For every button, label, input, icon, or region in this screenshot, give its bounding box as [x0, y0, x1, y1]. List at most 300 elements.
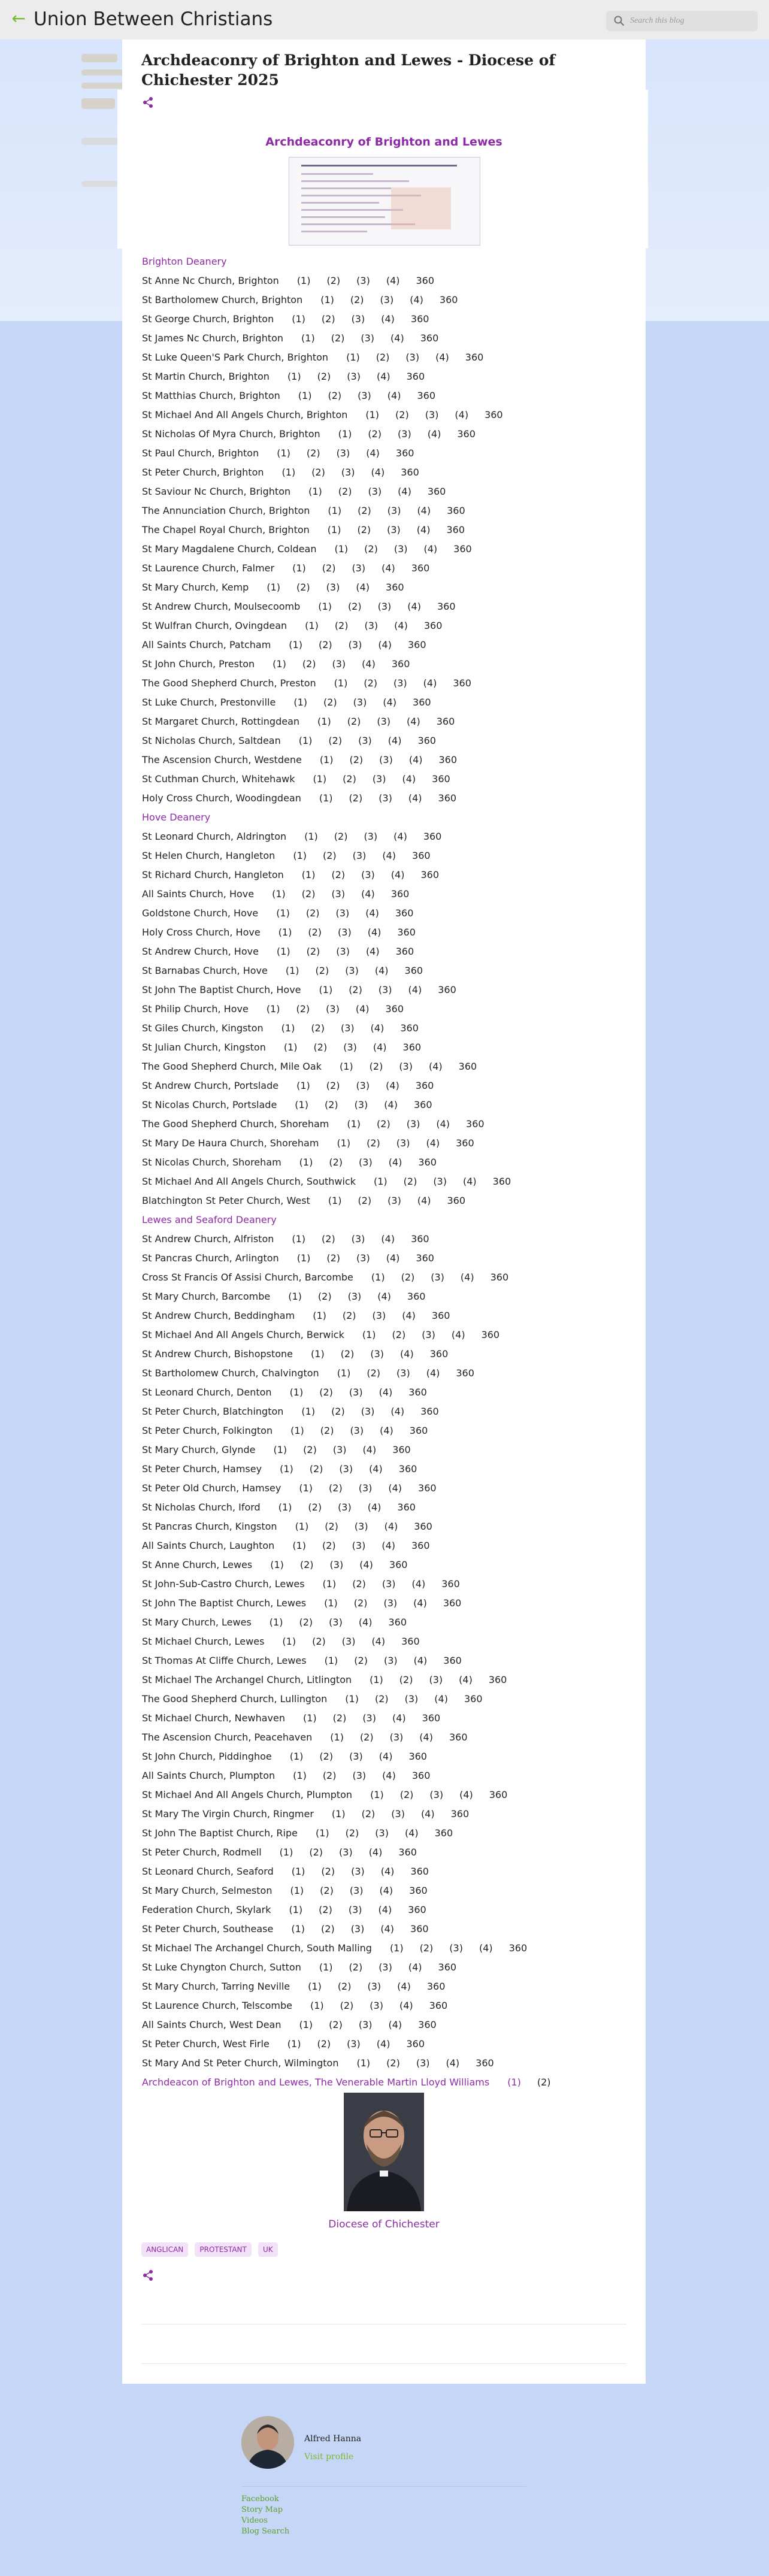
view-360-link[interactable]: 360	[401, 1636, 420, 1647]
option-link[interactable]: (4)	[413, 1597, 427, 1609]
option-link[interactable]: (2)	[364, 677, 377, 689]
option-link[interactable]: (3)	[358, 1482, 373, 1494]
option-link[interactable]: (1)	[277, 447, 290, 459]
option-link[interactable]: (1)	[289, 1751, 304, 1762]
footer-link-blog-search[interactable]: Blog Search	[241, 2527, 290, 2536]
option-link[interactable]: (2)	[326, 1252, 341, 1264]
view-360-link[interactable]: 360	[398, 1463, 417, 1475]
option-link[interactable]: (4)	[370, 1022, 384, 1034]
option-link[interactable]: (3)	[391, 1808, 405, 1820]
option-link[interactable]: (2)	[357, 524, 371, 535]
option-link[interactable]: (4)	[366, 447, 380, 459]
option-link[interactable]: (3)	[380, 294, 394, 305]
option-link[interactable]: (2)	[419, 1942, 434, 1954]
view-360-link[interactable]: 360	[400, 1022, 419, 1034]
view-360-link[interactable]: 360	[438, 792, 457, 804]
blog-title[interactable]: Union Between Christians	[34, 8, 273, 30]
view-360-link[interactable]: 360	[386, 582, 404, 593]
option-link[interactable]: (2)	[325, 1521, 338, 1532]
option-link[interactable]: (1)	[298, 390, 312, 401]
option-link[interactable]: (1)	[283, 1042, 298, 1053]
option-link[interactable]: (3)	[359, 1157, 373, 1168]
option-link[interactable]: (4)	[404, 1827, 419, 1839]
footer-link-story-map[interactable]: Story Map	[241, 2505, 283, 2514]
option-link[interactable]: (1)	[308, 486, 322, 497]
option-link[interactable]: (1)	[301, 1406, 316, 1417]
option-link[interactable]: (3)	[372, 773, 386, 785]
option-link[interactable]: (4)	[365, 946, 380, 957]
option-link[interactable]: (1)	[334, 543, 349, 555]
option-link[interactable]: (3)	[404, 1693, 419, 1705]
option-link[interactable]: (2)	[368, 428, 382, 440]
option-link[interactable]: (1)	[328, 1195, 342, 1206]
search-icon[interactable]	[613, 15, 625, 27]
option-link[interactable]: (3)	[349, 1387, 363, 1398]
view-360-link[interactable]: 360	[406, 371, 425, 382]
option-link[interactable]: (2)	[305, 907, 320, 919]
option-link[interactable]: (4)	[393, 831, 407, 842]
option-link[interactable]: (3)	[398, 428, 411, 440]
option-link[interactable]: (3)	[378, 984, 392, 995]
view-360-link[interactable]: 360	[449, 1732, 468, 1743]
option-link[interactable]: (1)	[288, 1291, 302, 1302]
option-link[interactable]: (3)	[416, 2057, 430, 2069]
avatar[interactable]	[241, 2416, 294, 2469]
option-link[interactable]: (2)	[338, 486, 352, 497]
view-360-link[interactable]: 360	[488, 1674, 507, 1685]
view-360-link[interactable]: 360	[456, 1367, 474, 1379]
document-thumbnail[interactable]	[289, 157, 480, 246]
option-link[interactable]: (1)	[365, 409, 380, 420]
option-link[interactable]: (2)	[331, 332, 345, 344]
view-360-link[interactable]: 360	[429, 2000, 448, 2011]
option-link[interactable]: (2)	[308, 1502, 322, 1513]
option-link[interactable]: (4)	[459, 1789, 473, 1800]
option-link[interactable]: (1)	[373, 1176, 387, 1187]
option-link[interactable]: (3)	[347, 2038, 361, 2050]
view-360-link[interactable]: 360	[438, 754, 458, 765]
option-link[interactable]: (1)	[287, 371, 301, 382]
option-link[interactable]: (1)	[293, 697, 307, 708]
option-link[interactable]: (1)	[328, 505, 342, 516]
option-link[interactable]: (3)	[377, 601, 392, 612]
option-link[interactable]: (3)	[370, 1348, 384, 1360]
view-360-link[interactable]: 360	[422, 1712, 441, 1724]
option-link[interactable]: (2)	[326, 275, 341, 286]
option-link[interactable]: (3)	[341, 1636, 356, 1647]
option-link[interactable]: (3)	[406, 1118, 420, 1130]
option-link[interactable]: (2)	[386, 2057, 400, 2069]
option-link[interactable]: (3)	[356, 275, 370, 286]
option-link[interactable]: (3)	[429, 1789, 444, 1800]
view-360-link[interactable]: 360	[434, 1827, 453, 1839]
search-box[interactable]	[606, 11, 758, 31]
option-link[interactable]: (3)	[326, 1003, 340, 1015]
option-link[interactable]: (2)	[324, 1099, 338, 1110]
option-link[interactable]: (1)	[370, 1674, 383, 1685]
arrow-left-icon[interactable]: ←	[11, 8, 26, 28]
option-link[interactable]: (4)	[382, 850, 396, 861]
option-link[interactable]: (4)	[384, 1099, 398, 1110]
option-link[interactable]: (2)	[340, 1348, 355, 1360]
option-link[interactable]: (1)	[305, 620, 319, 631]
option-link[interactable]: (4)	[459, 1674, 473, 1685]
option-link[interactable]: (4)	[379, 1885, 393, 1896]
search-input[interactable]	[630, 11, 753, 31]
option-link[interactable]: (3)	[405, 352, 420, 363]
option-link[interactable]: (1)	[289, 1904, 303, 1915]
option-link[interactable]: (2)	[537, 2076, 551, 2088]
view-360-link[interactable]: 360	[423, 831, 442, 842]
option-link[interactable]: (2)	[342, 1310, 356, 1321]
option-link[interactable]: (4)	[383, 697, 397, 708]
option-link[interactable]: (4)	[378, 1904, 392, 1915]
option-link[interactable]: (3)	[352, 562, 366, 574]
option-link[interactable]: (1)	[304, 831, 318, 842]
option-link[interactable]: (3)	[351, 1866, 365, 1877]
option-link[interactable]: (1)	[273, 1444, 287, 1455]
archdeacon-name[interactable]: Archdeacon of Brighton and Lewes, The Venerable Martin Lloyd Williams	[142, 2076, 490, 2088]
view-360-link[interactable]: 360	[457, 428, 476, 440]
option-link[interactable]: (2)	[323, 850, 337, 861]
label-anglican[interactable]: ANGLICAN	[141, 2242, 188, 2257]
option-link[interactable]: (4)	[407, 716, 420, 727]
option-link[interactable]: (2)	[369, 1061, 383, 1072]
option-link[interactable]: (1)	[334, 677, 348, 689]
option-link[interactable]: (1)	[287, 2038, 301, 2050]
option-link[interactable]: (1)	[301, 332, 315, 344]
view-360-link[interactable]: 360	[418, 1482, 437, 1494]
option-link[interactable]: (2)	[309, 1463, 323, 1475]
view-360-link[interactable]: 360	[438, 1961, 457, 1973]
option-link[interactable]: (3)	[387, 524, 401, 535]
option-link[interactable]: (4)	[381, 1233, 395, 1245]
option-link[interactable]: (1)	[356, 2057, 371, 2069]
option-link[interactable]: (3)	[349, 1751, 363, 1762]
option-link[interactable]: (3)	[338, 927, 352, 938]
option-link[interactable]: (3)	[375, 1827, 389, 1839]
option-link[interactable]: (1)	[295, 1521, 309, 1532]
option-link[interactable]: (3)	[389, 1732, 404, 1743]
option-link[interactable]: (2)	[301, 888, 316, 900]
view-360-link[interactable]: 360	[395, 907, 414, 919]
option-link[interactable]: (2)	[358, 505, 371, 516]
option-link[interactable]: (1)	[299, 2019, 313, 2030]
option-link[interactable]: (4)	[374, 965, 389, 976]
option-link[interactable]: (1)	[301, 869, 316, 880]
option-link[interactable]: (4)	[416, 524, 431, 535]
option-link[interactable]: (4)	[378, 639, 392, 650]
option-link[interactable]: (1)	[389, 1942, 404, 1954]
option-link[interactable]: (1)	[285, 965, 299, 976]
option-link[interactable]: (4)	[387, 390, 401, 401]
option-link[interactable]: (4)	[386, 1252, 400, 1264]
footer-link-videos[interactable]: Videos	[241, 2516, 268, 2525]
option-link[interactable]: (4)	[373, 1042, 387, 1053]
view-360-link[interactable]: 360	[508, 1942, 528, 1954]
option-link[interactable]: (4)	[388, 1157, 402, 1168]
option-link[interactable]: (4)	[380, 1425, 393, 1436]
option-link[interactable]: (4)	[362, 1444, 377, 1455]
option-link[interactable]: (1)	[292, 562, 306, 574]
option-link[interactable]: (1)	[272, 888, 286, 900]
option-link[interactable]: (3)	[379, 754, 393, 765]
option-link[interactable]: (4)	[428, 1061, 443, 1072]
option-link[interactable]: (1)	[276, 907, 290, 919]
option-link[interactable]: (1)	[267, 582, 280, 593]
option-link[interactable]: (2)	[320, 1425, 334, 1436]
view-360-link[interactable]: 360	[438, 984, 456, 995]
option-link[interactable]: (3)	[347, 371, 361, 382]
option-link[interactable]: (3)	[387, 505, 401, 516]
option-link[interactable]: (1)	[338, 428, 352, 440]
option-link[interactable]: (1)	[293, 850, 307, 861]
option-link[interactable]: (2)	[331, 1406, 345, 1417]
option-link[interactable]: (4)	[417, 505, 431, 516]
option-link[interactable]: (2)	[321, 1866, 335, 1877]
view-360-link[interactable]: 360	[392, 1444, 411, 1455]
option-link[interactable]: (4)	[371, 467, 385, 478]
option-link[interactable]: (1)	[292, 1233, 306, 1245]
view-360-link[interactable]: 360	[450, 1808, 470, 1820]
view-360-link[interactable]: 360	[476, 2057, 494, 2069]
option-link[interactable]: (2)	[319, 1904, 332, 1915]
option-link[interactable]: (1)	[270, 1559, 284, 1570]
view-360-link[interactable]: 360	[395, 447, 414, 459]
option-link[interactable]: (2)	[364, 543, 378, 555]
option-link[interactable]: (3)	[350, 1923, 365, 1935]
option-link[interactable]: (3)	[352, 1540, 366, 1551]
option-link[interactable]: (3)	[449, 1942, 463, 1954]
option-link[interactable]: (4)	[451, 1329, 465, 1340]
option-link[interactable]: (4)	[379, 1387, 393, 1398]
option-link[interactable]: (2)	[377, 1118, 390, 1130]
option-link[interactable]: (2)	[329, 1482, 343, 1494]
view-360-link[interactable]: 360	[388, 1617, 407, 1628]
option-link[interactable]: (4)	[426, 1137, 440, 1149]
option-link[interactable]: (1)	[507, 2076, 521, 2088]
option-link[interactable]: (2)	[317, 2038, 331, 2050]
option-link[interactable]: (3)	[339, 1847, 353, 1858]
option-link[interactable]: (3)	[379, 1961, 392, 1973]
option-link[interactable]: (4)	[462, 1176, 477, 1187]
view-360-link[interactable]: 360	[446, 524, 465, 535]
option-link[interactable]: (4)	[413, 1655, 428, 1666]
option-link[interactable]: (3)	[383, 1655, 398, 1666]
option-link[interactable]: (2)	[354, 1655, 368, 1666]
diocese-link[interactable]: Diocese of Chichester	[328, 2218, 440, 2230]
option-link[interactable]: (3)	[433, 1176, 447, 1187]
view-360-link[interactable]: 360	[436, 716, 455, 727]
option-link[interactable]: (1)	[281, 1022, 295, 1034]
view-360-link[interactable]: 360	[490, 1272, 509, 1283]
view-360-link[interactable]: 360	[431, 1310, 450, 1321]
option-link[interactable]: (4)	[359, 1559, 373, 1570]
option-link[interactable]: (4)	[434, 1693, 448, 1705]
option-link[interactable]: (2)	[319, 1387, 333, 1398]
option-link[interactable]: (2)	[403, 1176, 417, 1187]
option-link[interactable]: (1)	[299, 1482, 313, 1494]
view-360-link[interactable]: 360	[437, 601, 456, 612]
option-link[interactable]: (2)	[322, 1540, 336, 1551]
option-link[interactable]: (3)	[356, 1252, 370, 1264]
option-link[interactable]: (4)	[400, 1348, 414, 1360]
option-link[interactable]: (4)	[436, 1118, 450, 1130]
option-link[interactable]: (1)	[291, 1923, 305, 1935]
option-link[interactable]: (1)	[337, 1367, 351, 1379]
option-link[interactable]: (1)	[282, 1636, 296, 1647]
option-link[interactable]: (3)	[372, 1310, 386, 1321]
option-link[interactable]: (1)	[269, 1617, 283, 1628]
option-link[interactable]: (1)	[295, 1099, 308, 1110]
option-link[interactable]: (4)	[411, 1578, 426, 1590]
option-link[interactable]: (2)	[296, 1003, 310, 1015]
option-link[interactable]: (3)	[361, 332, 375, 344]
option-link[interactable]: (2)	[358, 1195, 372, 1206]
option-link[interactable]: (1)	[292, 313, 305, 325]
option-link[interactable]: (2)	[308, 927, 322, 938]
option-link[interactable]: (1)	[330, 1732, 344, 1743]
option-link[interactable]: (1)	[279, 1847, 293, 1858]
option-link[interactable]: (2)	[299, 1559, 314, 1570]
option-link[interactable]: (4)	[377, 1291, 391, 1302]
option-link[interactable]: (1)	[266, 1003, 280, 1015]
option-link[interactable]: (2)	[318, 639, 332, 650]
option-link[interactable]: (4)	[358, 1617, 373, 1628]
view-360-link[interactable]: 360	[439, 294, 458, 305]
option-link[interactable]: (1)	[296, 1252, 311, 1264]
view-360-link[interactable]: 360	[418, 1157, 437, 1168]
option-link[interactable]: (2)	[309, 1847, 323, 1858]
label-uk[interactable]: UK	[258, 2242, 278, 2257]
option-link[interactable]: (4)	[423, 677, 437, 689]
option-link[interactable]: (4)	[402, 773, 416, 785]
option-link[interactable]: (2)	[332, 1712, 347, 1724]
option-link[interactable]: (3)	[336, 447, 350, 459]
option-link[interactable]: (4)	[388, 2019, 402, 2030]
option-link[interactable]: (1)	[278, 1502, 292, 1513]
view-360-link[interactable]: 360	[453, 677, 471, 689]
option-link[interactable]: (4)	[380, 1923, 395, 1935]
option-link[interactable]: (2)	[317, 371, 331, 382]
option-link[interactable]: (1)	[331, 1808, 346, 1820]
share-icon[interactable]	[141, 96, 155, 109]
view-360-link[interactable]: 360	[401, 467, 419, 478]
option-link[interactable]: (3)	[377, 716, 391, 727]
option-link[interactable]: (2)	[395, 409, 409, 420]
option-link[interactable]: (3)	[343, 1042, 357, 1053]
view-360-link[interactable]: 360	[420, 869, 440, 880]
option-link[interactable]: (3)	[351, 1233, 365, 1245]
option-link[interactable]: (4)	[399, 2000, 413, 2011]
option-link[interactable]: (3)	[351, 313, 365, 325]
view-360-link[interactable]: 360	[443, 1655, 462, 1666]
option-link[interactable]: (4)	[381, 313, 395, 325]
option-link[interactable]: (3)	[356, 1080, 370, 1091]
option-link[interactable]: (2)	[367, 1367, 381, 1379]
view-360-link[interactable]: 360	[466, 1118, 485, 1130]
option-link[interactable]: (1)	[345, 1693, 359, 1705]
option-link[interactable]: (2)	[313, 1042, 328, 1053]
option-link[interactable]: (4)	[379, 1751, 393, 1762]
option-link[interactable]: (2)	[317, 1291, 332, 1302]
option-link[interactable]: (2)	[337, 1981, 352, 1992]
option-link[interactable]: (2)	[374, 1693, 389, 1705]
view-360-link[interactable]: 360	[441, 1578, 460, 1590]
option-link[interactable]: (2)	[343, 773, 356, 785]
label-protestant[interactable]: PROTESTANT	[195, 2242, 251, 2257]
view-360-link[interactable]: 360	[410, 1923, 429, 1935]
option-link[interactable]: (3)	[336, 946, 350, 957]
option-link[interactable]: (4)	[355, 1003, 370, 1015]
option-link[interactable]: (2)	[349, 792, 363, 804]
option-link[interactable]: (3)	[348, 639, 362, 650]
option-link[interactable]: (2)	[303, 1444, 317, 1455]
view-360-link[interactable]: 360	[418, 2019, 437, 2030]
option-link[interactable]: (2)	[353, 1597, 368, 1609]
view-360-link[interactable]: 360	[417, 390, 436, 401]
option-link[interactable]: (4)	[392, 1712, 406, 1724]
view-360-link[interactable]: 360	[409, 1885, 428, 1896]
option-link[interactable]: (3)	[368, 486, 382, 497]
option-link[interactable]: (3)	[429, 1674, 443, 1685]
view-360-link[interactable]: 360	[390, 888, 410, 900]
option-link[interactable]: (2)	[306, 946, 320, 957]
option-link[interactable]: (1)	[346, 352, 360, 363]
option-link[interactable]: (2)	[349, 754, 364, 765]
option-link[interactable]: (1)	[292, 1540, 306, 1551]
view-360-link[interactable]: 360	[398, 1847, 417, 1858]
option-link[interactable]: (3)	[329, 1617, 343, 1628]
option-link[interactable]: (3)	[329, 1559, 344, 1570]
option-link[interactable]: (3)	[396, 1367, 410, 1379]
option-link[interactable]: (1)	[290, 1425, 304, 1436]
option-link[interactable]: (1)	[289, 1387, 304, 1398]
option-link[interactable]: (1)	[362, 1329, 376, 1340]
option-link[interactable]: (4)	[376, 2038, 390, 2050]
option-link[interactable]: (1)	[302, 1712, 317, 1724]
option-link[interactable]: (3)	[358, 2019, 373, 2030]
option-link[interactable]: (3)	[379, 792, 392, 804]
view-360-link[interactable]: 360	[426, 1981, 446, 1992]
view-360-link[interactable]: 360	[420, 332, 439, 344]
option-link[interactable]: (3)	[370, 2000, 383, 2011]
option-link[interactable]: (4)	[423, 543, 438, 555]
option-link[interactable]: (2)	[328, 735, 343, 746]
view-360-link[interactable]: 360	[409, 1425, 428, 1436]
share-icon[interactable]	[141, 2269, 155, 2282]
view-360-link[interactable]: 360	[432, 773, 450, 785]
option-link[interactable]: (4)	[384, 1521, 398, 1532]
option-link[interactable]: (3)	[396, 1137, 410, 1149]
view-360-link[interactable]: 360	[389, 1559, 408, 1570]
option-link[interactable]: (1)	[289, 639, 302, 650]
option-link[interactable]: (4)	[368, 1847, 383, 1858]
option-link[interactable]: (1)	[296, 275, 311, 286]
option-link[interactable]: (2)	[302, 658, 316, 670]
option-link[interactable]: (2)	[320, 1885, 334, 1896]
option-link[interactable]: (1)	[311, 1348, 325, 1360]
view-360-link[interactable]: 360	[420, 1406, 439, 1417]
option-link[interactable]: (4)	[356, 582, 370, 593]
option-link[interactable]: (2)	[322, 562, 336, 574]
option-link[interactable]: (4)	[394, 620, 408, 631]
option-link[interactable]: (2)	[311, 467, 325, 478]
option-link[interactable]: (3)	[383, 1597, 398, 1609]
option-link[interactable]: (4)	[455, 409, 469, 420]
view-360-link[interactable]: 360	[447, 505, 465, 516]
view-360-link[interactable]: 360	[411, 1770, 431, 1781]
